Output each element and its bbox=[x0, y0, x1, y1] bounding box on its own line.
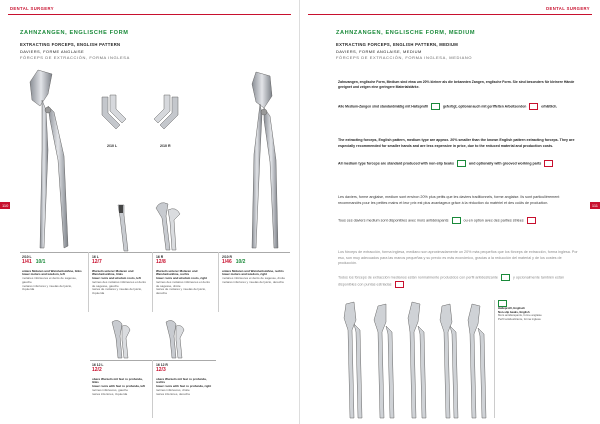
product-card bbox=[156, 363, 214, 396]
price: 12/7 bbox=[92, 259, 102, 266]
grooved-icon bbox=[527, 217, 536, 224]
product-code: 16 R bbox=[156, 255, 164, 259]
paragraph-text: Todos los fórceps de extracción medianos están normalmente producidos con perfil antideslizante bbox=[338, 275, 498, 280]
product-card bbox=[92, 255, 150, 296]
title-es: FÓRCEPS DE EXTRACCIÓN, FORMA INGLESA, MEDIANO bbox=[336, 55, 473, 60]
forceps-image bbox=[110, 205, 134, 251]
description-fr: racines inférieures, droite bbox=[156, 387, 190, 392]
title-es: FÓRCEPS DE EXTRACCIÓN, FORMA INGLESA bbox=[20, 55, 130, 60]
product-code: 2/10 R bbox=[222, 255, 232, 259]
paragraph-fr bbox=[338, 195, 580, 206]
paragraph-text: Alle Medium-Zangen sind standardmäßig mit Halteprofil bbox=[338, 104, 429, 109]
grooved-icon bbox=[395, 281, 404, 288]
description-de: untere Molaren und Weisheitszähne, rechts bbox=[222, 268, 284, 273]
grooved-icon bbox=[529, 103, 538, 110]
legend-en: Non-slip beaks, English bbox=[498, 309, 530, 314]
non-slip-icon bbox=[501, 274, 510, 281]
legend bbox=[498, 300, 578, 322]
description-es: raíces de molares y muelas del juicio, izquierda bbox=[92, 287, 143, 295]
product-code: 16 12 L bbox=[92, 363, 104, 367]
product-code: 16 L bbox=[92, 255, 99, 259]
top-rule bbox=[8, 14, 291, 15]
paragraph-text: All medium type forceps are standard produced with non-slip beaks bbox=[338, 161, 455, 166]
description-en: lower molars and wisdom, left bbox=[22, 272, 65, 277]
description-en: lower roots and wisdom roots, left bbox=[92, 276, 141, 280]
title-block bbox=[336, 30, 596, 60]
description-en: lower roots and wisdom roots, right bbox=[156, 276, 208, 280]
paragraph-en bbox=[338, 160, 580, 167]
product-code: 16 12 R bbox=[156, 363, 168, 367]
forceps-image bbox=[226, 70, 288, 250]
legend-es: Perfil antideslizante, forma inglesa bbox=[498, 316, 541, 321]
paragraph-text: Tous ces daviers medium sont disponibles avec mors antidérapants bbox=[338, 218, 449, 223]
paragraph-es bbox=[338, 274, 580, 288]
description-de: Wurzeln unterer Molaren und Weisheitszähne, links bbox=[92, 268, 134, 277]
paragraph-fr bbox=[338, 217, 580, 224]
paragraph-text: The extracting forceps, English pattern, medium type are approx. 20% smaller than the known English pattern extracting forceps. They are especially recommended for smaller hands and are less expensive in price, due to the reduced material and production costs. bbox=[338, 138, 575, 148]
description-de: obere Wurzeln mit fast ro profunda, links bbox=[92, 376, 143, 385]
price: 1/46 bbox=[222, 259, 232, 266]
non-slip-icon bbox=[457, 160, 466, 167]
section-tab: DENTAL SURGERY bbox=[546, 6, 590, 11]
description-fr: racines des molaires inférieures et dents de sagesse, droite bbox=[156, 279, 210, 288]
page-number: 111 bbox=[591, 203, 598, 208]
description-en: lower molars and wisdom, right bbox=[222, 272, 268, 277]
price: 12/2 bbox=[92, 367, 102, 374]
page-number: 110 bbox=[2, 203, 9, 208]
reference-label: 2/10 L bbox=[107, 144, 118, 148]
description-en: lower roots with fast ro profunda, left bbox=[92, 384, 146, 388]
description-fr: racines inférieures, gauche bbox=[92, 387, 129, 392]
divider bbox=[20, 252, 290, 253]
paragraph-text: Les daviers, forme anglaise, medium sont environ 20% plus petits que les daviers traditionnels, forme anglaise. Ils sont particulièrement recommandés pour les petites mains et leur prix est plus avantageux grâce à la réduction du matériel et des coûts de production. bbox=[338, 195, 560, 205]
description-en: lower roots with fast ro profunda, right bbox=[156, 384, 212, 388]
divider bbox=[152, 252, 153, 312]
top-rule bbox=[308, 14, 592, 15]
description-de: Wurzeln unterer Molaren und Weisheitszähne, rechts bbox=[156, 268, 198, 277]
legend-fr: Mors antidérapants, forme anglaise bbox=[498, 313, 542, 318]
product-card bbox=[156, 255, 214, 296]
paragraph-text: y opcionalmente también están disponibles con puntas estriadas bbox=[338, 275, 564, 287]
forceps-image bbox=[18, 70, 80, 250]
description-fr: molaires inférieures et dents de sagesse, droite bbox=[222, 276, 286, 280]
title-en: EXTRACTING FORCEPS, ENGLISH PATTERN, MEDIUM bbox=[336, 42, 459, 47]
forceps-image bbox=[150, 200, 184, 250]
forceps-image bbox=[98, 95, 128, 131]
description-fr: racines des molaires inférieures et dents de sagesse, gauche bbox=[92, 279, 146, 288]
divider bbox=[218, 252, 219, 312]
grooved-icon bbox=[544, 160, 553, 167]
product-code: 2/10 L bbox=[22, 255, 32, 259]
description-es: raíces de molares y muelas del juicio, derecha bbox=[156, 287, 207, 295]
description-de: obere Wurzeln mit fast ro profunda, rechts bbox=[156, 376, 207, 385]
paragraph-es bbox=[338, 250, 580, 267]
price: 12/3 bbox=[156, 367, 166, 374]
paragraph-en bbox=[338, 138, 580, 149]
forceps-image bbox=[152, 95, 182, 131]
product-card bbox=[92, 363, 150, 396]
description-es: molares inferiores y muelas del juicio, izquierda bbox=[22, 283, 73, 292]
divider bbox=[90, 360, 216, 361]
paragraph-text: and optionally with grooved working parts bbox=[469, 161, 542, 166]
title-de: ZAHNZANGEN, ENGLISCHE FORM, MEDIUM bbox=[336, 30, 476, 36]
title-block bbox=[20, 30, 280, 60]
description-de: untere Molaren und Weisheitszähne, links bbox=[22, 268, 82, 273]
paragraph-text: erhältlich. bbox=[541, 104, 558, 109]
divider bbox=[152, 360, 153, 418]
divider bbox=[494, 300, 495, 418]
product-card bbox=[22, 255, 84, 292]
title-en: EXTRACTING FORCEPS, ENGLISH PATTERN bbox=[20, 42, 121, 47]
section-tab: DENTAL SURGERY bbox=[10, 6, 54, 11]
description-es: molares inferiores y muelas del juicio, derecha bbox=[222, 279, 284, 284]
paragraph-text: ou en option avec des parties striées bbox=[463, 218, 524, 223]
price-alt: 10/2 bbox=[235, 259, 246, 266]
paragraph-de bbox=[338, 103, 580, 110]
paragraph-text: Los fórceps de extracción, forma inglesa, mediano son aproximadamente un 20% más pequeños que los fórceps de extracción, forma inglesa. Por eso, son muy adecuados para las manos pequeñas y su precio es más económico, gracias a la reducción del material y de los costes de producción. bbox=[338, 250, 578, 266]
paragraph-text: Zahnzangen, englische Form, Medium sind etwa um 20% kleiner als die bekannten Zangen, englische Form. Sie sind besonders für kleinere Hände geeignet und zeigen eine geringere Materialstärke. bbox=[338, 80, 575, 90]
non-slip-icon bbox=[431, 103, 440, 110]
forceps-image bbox=[158, 318, 188, 358]
paragraph-text: gefertigt, optional auch mit geriffelten Arbeitsenden bbox=[442, 104, 527, 109]
description-fr: molaires inférieures et dents de sagesse, gauche bbox=[22, 276, 77, 284]
reference-label: 2/10 R bbox=[160, 144, 171, 148]
product-card bbox=[222, 255, 294, 285]
right-page bbox=[300, 0, 600, 424]
divider bbox=[88, 252, 89, 312]
description-es: raíces inferiores, derecha bbox=[156, 391, 190, 396]
price: 1/41 bbox=[22, 259, 32, 266]
forceps-image bbox=[104, 318, 134, 358]
title-fr: DAVIERS, FORME ANGLAISE, MEDIUM bbox=[336, 48, 422, 54]
price-alt: 10/1 bbox=[35, 259, 46, 266]
paragraph-de bbox=[338, 80, 580, 91]
forceps-row-image bbox=[336, 300, 490, 420]
title-de: ZAHNZANGEN, ENGLISCHE FORM bbox=[20, 30, 129, 36]
description-es: raíces inferiores, izquierda bbox=[92, 391, 128, 396]
legend-de: Halteprofil, Englisch bbox=[498, 306, 526, 310]
price: 12/8 bbox=[156, 259, 166, 266]
title-fr: DAVIERS, FORME ANGLAISE bbox=[20, 48, 85, 54]
non-slip-icon bbox=[452, 217, 461, 224]
